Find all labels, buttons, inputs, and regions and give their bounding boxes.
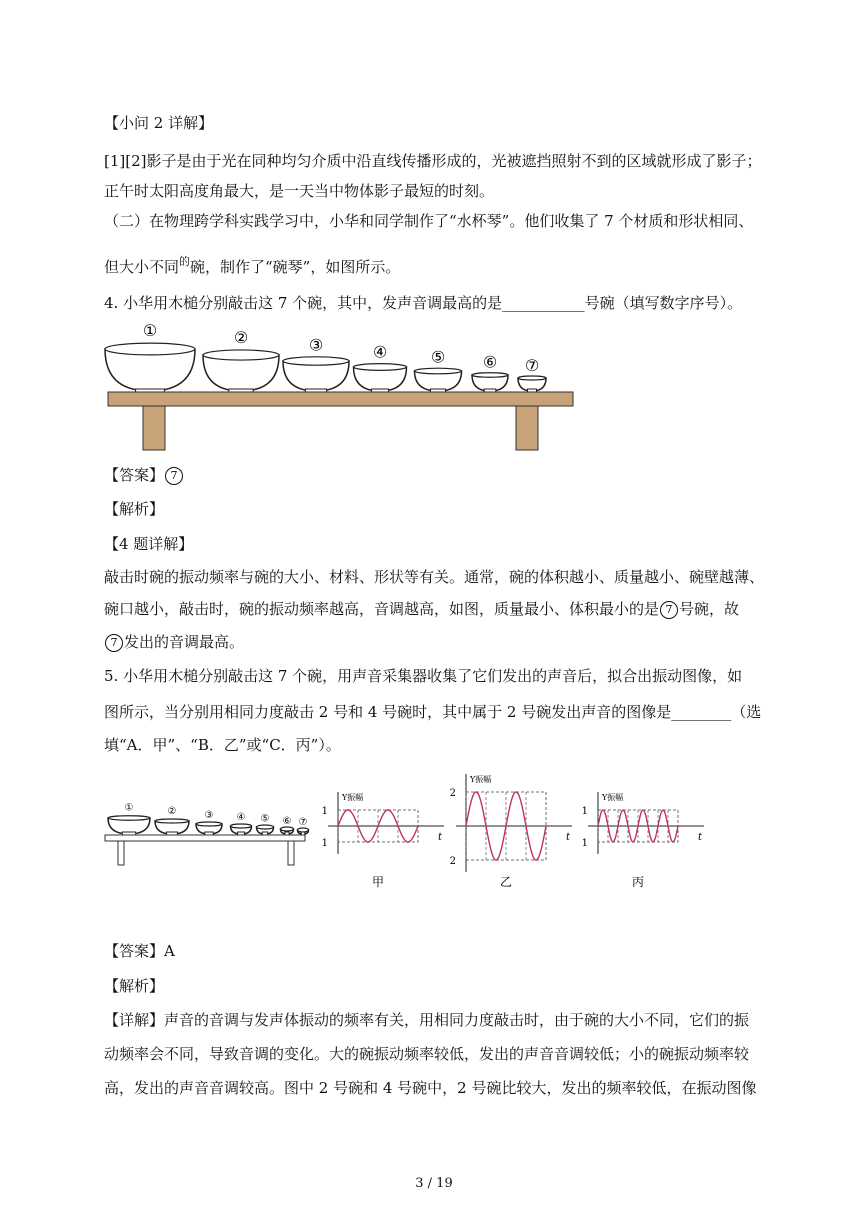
explanation-text	[104, 632, 244, 652]
question-5: 填“A．甲”、“B．乙”或“C．丙”）。	[104, 736, 341, 754]
bowl-label: ⑤	[430, 347, 446, 367]
graph-caption: 甲	[371, 875, 385, 889]
waveform-graph	[582, 792, 704, 889]
amplitude-label: 2	[449, 788, 456, 799]
detail-text: 【详解】声音的音调与发声体振动的频率有关，用相同力度敲击时，由于碗的大小不同，它们的振	[104, 1011, 750, 1029]
bowl-label: ③	[308, 335, 324, 355]
y-axis-label: Y振幅	[602, 793, 624, 802]
explanation-part: 发出的音调最高。	[124, 633, 245, 651]
t-axis-label: t	[566, 832, 571, 843]
analysis-label: 【解析】	[104, 977, 165, 995]
table-leg	[516, 406, 538, 450]
section-intro	[104, 257, 400, 279]
bowl-rim	[105, 343, 195, 355]
question-5: 5. 小华用木槌分别敲击这 7 个碗，用声音采集器收集了它们发出的声音后，拟合出振动图像，如	[104, 667, 743, 685]
amplitude-label: 2	[449, 856, 456, 867]
bowl-rim	[283, 357, 349, 365]
bowl-label: ⑥	[482, 352, 498, 372]
bowl-label: ③	[204, 809, 214, 821]
question-4: 4. 小华用木槌分别敲击这 7 个碗，其中，发声音调最高的是___________号碗（填写数字序号）。	[104, 294, 743, 312]
answer-value: 7	[165, 467, 183, 485]
bowl-rim	[155, 819, 189, 823]
bowl-label: ④	[236, 812, 246, 824]
y-axis-label: Y振幅	[470, 775, 492, 784]
detail-text: 动频率会不同，导致音调的变化。大的碗振动频率较低，发出的声音音调较低；小的碗振动频率较	[104, 1045, 750, 1063]
bowl-label: ①	[124, 802, 134, 814]
question-5: 图所示，当分别用相同力度敲击 2 号和 4 号碗时，其中属于 2 号碗发出声音的图像是________（选	[104, 703, 762, 721]
section-intro: （二）在物理跨学科实践学习中，小华和同学制作了“水杯琴”。他们收集了 7 个材质和形状相同、	[104, 212, 754, 230]
table-top	[108, 392, 573, 406]
bowl-rim	[231, 824, 252, 828]
bowl-rim	[472, 373, 508, 377]
waveform-graph	[322, 792, 444, 889]
t-axis-label: t	[438, 832, 443, 843]
bowl-label: ⑥	[282, 815, 292, 827]
bowl-table-figure	[100, 318, 580, 454]
analysis-label: 【解析】	[104, 500, 165, 518]
answer-5: 【答案】A	[104, 942, 175, 960]
bowl-number: 7	[105, 634, 123, 652]
bowl-rim	[415, 368, 462, 374]
amplitude-label: 1	[581, 806, 588, 817]
explanation-part: 碗口越小，敲击时，碗的振动频率越高，音调越高，如图，质量最小、体积最小的是	[104, 600, 660, 618]
amplitude-label: 1	[581, 838, 588, 849]
bowl-rim	[108, 816, 150, 820]
bowl-rim	[196, 822, 222, 826]
section-heading: 【小问 2 详解】	[104, 114, 214, 132]
bowl-rim	[298, 828, 309, 832]
waveform-figure	[100, 768, 710, 898]
bowl-rim	[257, 825, 274, 829]
small-table-top	[105, 835, 305, 841]
detail-text: 高，发出的声音音调较高。图中 2 号碗和 4 号碗中，2 号碗比较大，发出的频率较低，在振动图像	[104, 1079, 757, 1097]
answer-text: 正午时太阳高度角最大，是一天当中物体影子最短的时刻。	[104, 182, 495, 200]
y-axis-label: Y振幅	[342, 793, 364, 802]
bowl-label: ①	[142, 320, 158, 340]
explanation-part: 号碗，故	[679, 600, 740, 618]
bowl-label: ②	[167, 806, 177, 818]
bowl-rim	[354, 364, 407, 371]
amplitude-label: 1	[321, 838, 328, 849]
small-table-leg	[118, 841, 124, 865]
intro-text: 但大小不同	[104, 258, 180, 276]
waveform-graph	[450, 774, 572, 889]
table-leg	[143, 406, 165, 450]
answer-label: 【答案】	[104, 466, 165, 484]
t-axis-label: t	[698, 832, 703, 843]
explanation-text: 敲击时碗的振动频率与碗的大小、材料、形状等有关。通常，碗的体积越小、质量越小、碗壁越薄、	[104, 568, 765, 586]
answer-text: [1][2]影子是由于光在同种均匀介质中沿直线传播形成的，光被遮挡照射不到的区域就形成了影子；	[104, 152, 762, 170]
page-number: 3 / 19	[415, 1176, 453, 1191]
small-table-leg	[288, 841, 294, 865]
bowl-label: ②	[233, 328, 249, 348]
intro-text: 碗，制作了“碗琴”，如图所示。	[190, 258, 401, 276]
bowl-rim	[203, 350, 279, 360]
bowl-rim	[518, 376, 546, 380]
bowl-rim	[281, 827, 294, 831]
amplitude-label: 1	[321, 806, 328, 817]
explanation-text	[104, 599, 739, 619]
bowl-label: ④	[372, 342, 388, 362]
bowl-label: ⑤	[260, 813, 270, 825]
answer-4	[104, 465, 184, 485]
detail-label: 【4 题详解】	[104, 535, 194, 553]
bowl-label: ⑦	[298, 817, 308, 829]
graph-caption: 丙	[631, 875, 645, 889]
bowl-number: 7	[660, 601, 678, 619]
intro-text-raised: 的	[179, 255, 191, 268]
bowl-label: ⑦	[524, 356, 540, 376]
graph-caption: 乙	[499, 875, 513, 889]
